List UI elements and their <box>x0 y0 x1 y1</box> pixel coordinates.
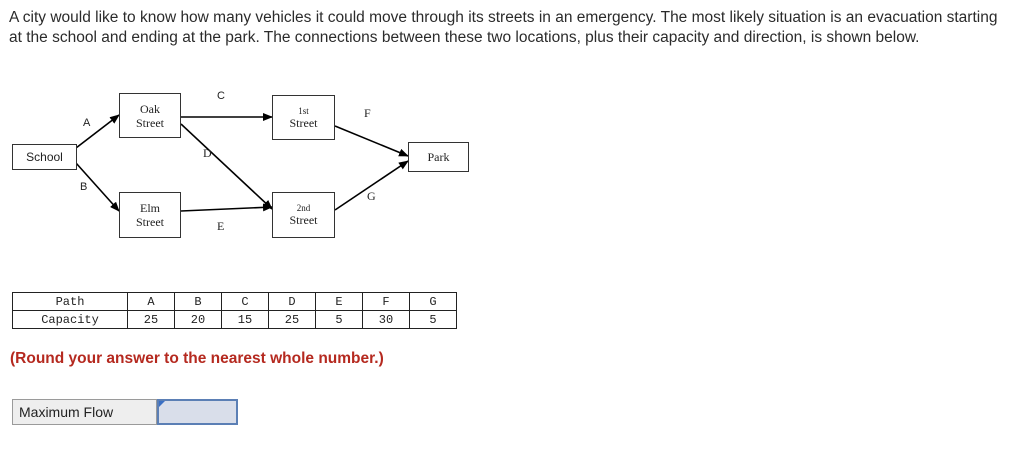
node-oak-street <box>119 93 181 138</box>
oak-label-1: Oak <box>140 101 160 116</box>
path-cell-e: E <box>316 293 363 311</box>
node-school <box>12 144 77 170</box>
capacity-cell-b: 20 <box>175 311 222 329</box>
node-park-label: Park <box>427 150 450 164</box>
capacity-cell-a: 25 <box>128 311 175 329</box>
edge-f <box>335 126 408 156</box>
answer-row <box>12 399 238 425</box>
capacity-cell-d: 25 <box>269 311 316 329</box>
table-row-capacity <box>13 311 457 329</box>
edge-label-g: G <box>367 189 376 203</box>
second-label-2: Street <box>289 213 318 227</box>
capacity-cell-f: 30 <box>363 311 410 329</box>
edge-label-c: C <box>217 90 225 102</box>
node-park <box>408 142 469 172</box>
capacity-table <box>12 292 457 329</box>
oak-label-2: Street <box>136 115 164 130</box>
node-first-street <box>272 95 335 140</box>
node-elm-street <box>119 192 181 238</box>
first-label-2: Street <box>289 115 318 130</box>
path-cell-g: G <box>410 293 457 311</box>
elm-label-2: Street <box>136 215 164 229</box>
round-instruction: (Round your answer to the nearest whole number.) <box>10 350 384 367</box>
input-flag-icon <box>159 401 165 407</box>
capacity-cell-g: 5 <box>410 311 457 329</box>
path-cell-b: B <box>175 293 222 311</box>
maximum-flow-input[interactable] <box>157 399 238 425</box>
capacity-header: Capacity <box>13 311 128 329</box>
path-cell-f: F <box>363 293 410 311</box>
path-cell-a: A <box>128 293 175 311</box>
node-second-street <box>272 192 335 238</box>
node-school-label: School <box>26 150 63 164</box>
first-label-1: 1st <box>298 105 309 116</box>
table-row-path <box>13 293 457 311</box>
question-text: A city would like to know how many vehicles it could move through its streets in an emergency. The most likely situation is an evacuation starting at the school and ending at the park. The connections between these two locations, plus their capacity and direction, is shown below. <box>9 9 998 46</box>
elm-label-1: Elm <box>140 201 160 215</box>
edge-label-d: D <box>203 146 212 160</box>
edge-label-b: B <box>80 181 88 193</box>
edge-d <box>181 124 272 209</box>
capacity-cell-c: 15 <box>222 311 269 329</box>
capacity-cell-e: 5 <box>316 311 363 329</box>
edge-label-e: E <box>217 219 225 233</box>
path-cell-d: D <box>269 293 316 311</box>
edge-e <box>181 207 272 211</box>
maximum-flow-label: Maximum Flow <box>12 399 157 425</box>
path-cell-c: C <box>222 293 269 311</box>
path-header: Path <box>13 293 128 311</box>
second-label-1: 2nd <box>296 203 311 213</box>
edge-label-a: A <box>83 117 91 129</box>
edge-label-f: F <box>364 106 371 120</box>
